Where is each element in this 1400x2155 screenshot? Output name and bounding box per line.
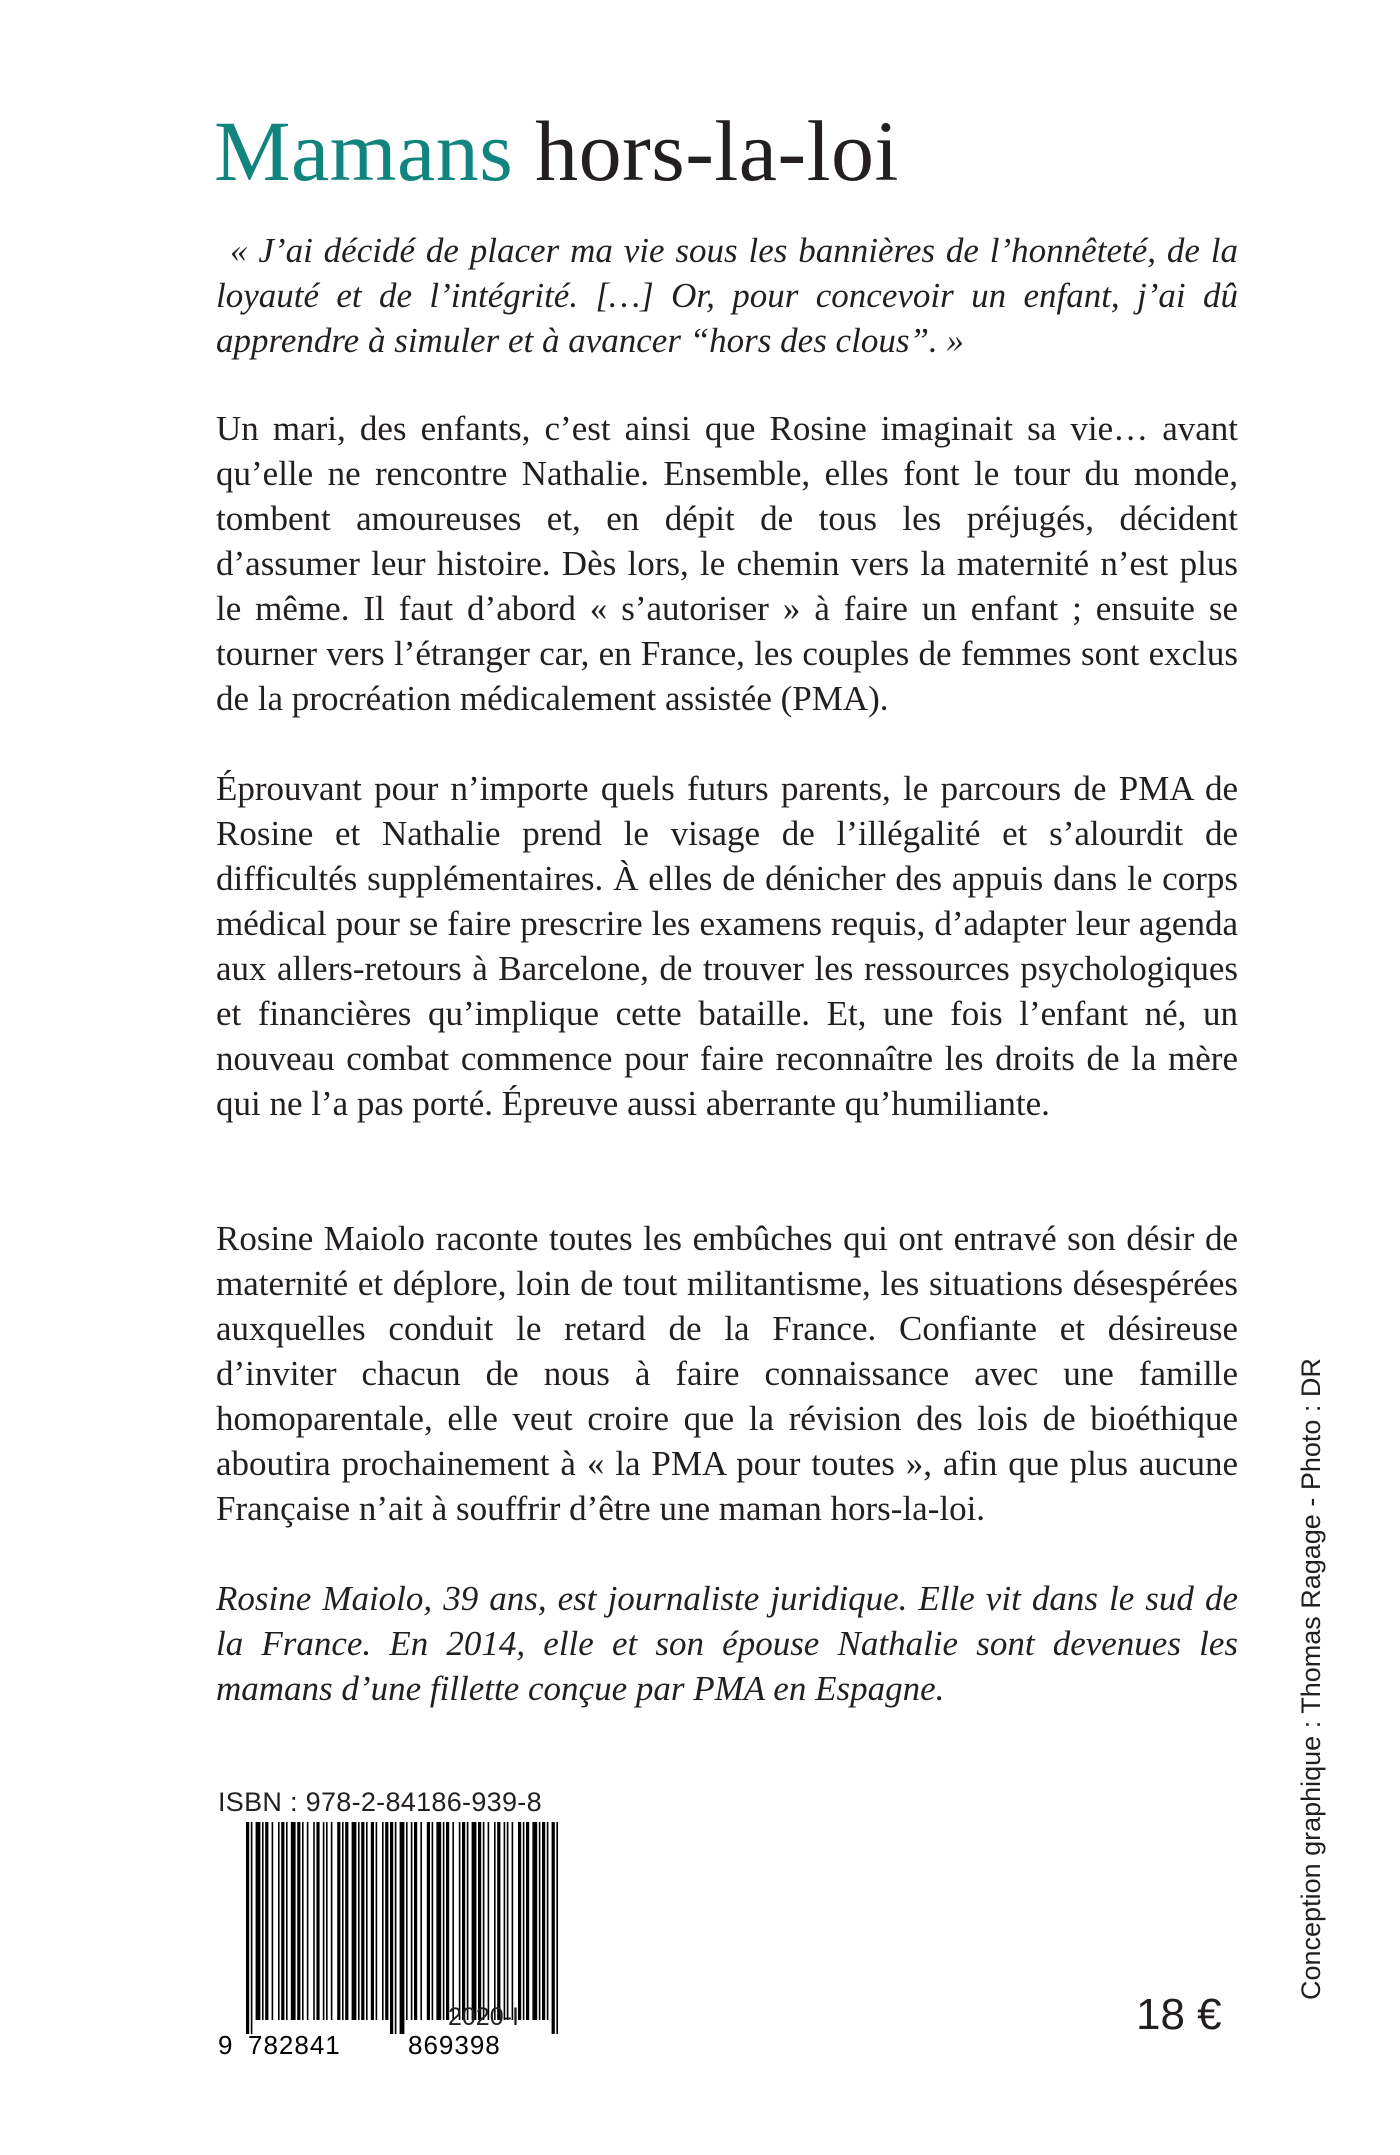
- barcode-bar: [297, 1822, 300, 2020]
- barcode-bar: [436, 1822, 441, 2020]
- barcode-bar: [265, 1822, 268, 2020]
- barcode-bar: [512, 1822, 514, 2020]
- barcode-bar: [488, 1822, 490, 2020]
- barcode-bar: [366, 1822, 368, 2020]
- barcode-bar: [286, 1822, 288, 2020]
- barcode-digits-left: 782841: [248, 2030, 341, 2060]
- barcode-digits-right: 869398: [408, 2030, 501, 2060]
- barcode-bar: [323, 1822, 325, 2020]
- barcode-bar: [518, 1822, 521, 2020]
- barcode-bar: [547, 1822, 549, 2020]
- barcode-bar: [262, 1822, 264, 2020]
- barcode-bar: [361, 1822, 364, 2020]
- barcode-bar: [307, 1822, 309, 2020]
- barcode-bar: [539, 1822, 541, 2020]
- barcode-bar: [526, 1822, 529, 2020]
- barcode-bar: [246, 1822, 249, 2034]
- design-photo-credit: Conception graphique : Thomas Ragage - Photo : DR: [1296, 1358, 1326, 2000]
- blurb-paragraph-1: Un mari, des enfants, c’est ainsi que Rosine imaginait sa vie… avant qu’elle ne rencontre Nathalie. Ensemble, elles font le tour du monde, tombent amoureuses et, en dépit de tous les préjugés, décident d’assumer leur histoire. Dès lors, le chemin vers la maternité n’est plus le même. Il faut d’abord « s’autoriser » à faire un enfant ; ensuite se tourner vers l’étranger car, en France, les couples de femmes sont exclus de la procréation médicalement assistée (PMA).: [216, 409, 1238, 718]
- barcode-bar: [472, 1822, 477, 2020]
- barcode-bar: [352, 1822, 357, 2020]
- barcode-bar: [281, 1822, 284, 2020]
- barcode-bar: [358, 1822, 360, 2020]
- barcode-bar: [382, 1822, 384, 2020]
- barcode-bar: [552, 1822, 555, 2034]
- edition-code: 2020-I: [448, 2003, 519, 2031]
- barcode-bar: [278, 1822, 280, 2020]
- blurb-paragraph-3: Rosine Maiolo raconte toutes les embûches qui ont entravé son désir de maternité et déplore, loin de tout militantisme, les situations désespérées auxquelles conduit le retard de la France. Confiante et désireuse d’inviter chacun de nous à faire connaissance avec une famille homoparentale, elle veut croire que la révision des lois de bioéthique aboutira prochainement à « la PMA pour toutes », afin que plus aucune Française n’ait à souffrir d’être une maman hors-la-loi.: [216, 1219, 1238, 1528]
- barcode-bar: [497, 1822, 500, 2020]
- barcode-bar: [420, 1822, 422, 2020]
- book-title: [214, 100, 899, 203]
- barcode-bar: [523, 1822, 525, 2020]
- barcode-bar: [446, 1822, 449, 2020]
- barcode-bar: [478, 1822, 481, 2020]
- barcode-bar: [390, 1822, 393, 2034]
- isbn-label: ISBN : 978-2-84186-939-8: [218, 1787, 542, 1817]
- barcode-bar: [494, 1822, 496, 2020]
- barcode-digit-lead: 9: [218, 2030, 233, 2060]
- title-rest: hors-la-loi: [535, 103, 899, 199]
- barcode-bar: [406, 1822, 408, 2020]
- barcode-bar: [462, 1822, 465, 2020]
- barcode-bar: [556, 1822, 558, 2034]
- barcode-bar: [313, 1822, 315, 2020]
- barcode-bar: [345, 1822, 348, 2020]
- barcode-bar: [542, 1822, 545, 2020]
- barcode-bar: [427, 1822, 430, 2020]
- barcode-bar: [291, 1822, 296, 2020]
- barcode-bar: [414, 1822, 417, 2020]
- barcode-bar: [316, 1822, 319, 2020]
- barcode-bar: [331, 1822, 333, 2020]
- barcode-bar: [371, 1822, 374, 2020]
- barcode-bar: [272, 1822, 274, 2020]
- barcode-bar: [483, 1822, 485, 2020]
- barcode-bar: [467, 1822, 469, 2020]
- barcode-bar: [507, 1822, 509, 2020]
- barcode-bar: [432, 1822, 434, 2020]
- barcode-bar: [443, 1822, 445, 2020]
- blurb-paragraph-2: Éprouvant pour n’importe quels futurs parents, le parcours de PMA de Rosine et Nathalie prend le visage de l’illégalité et s’alourdit de difficultés supplémentaires. À elles de dénicher des appuis dans le corps médical pour se faire prescrire les examens requis, d’adapter leur agenda aux allers-retours à Barcelone, de trouver les ressources psychologiques et financières qu’implique cette bataille. Et, une fois l’enfant né, un nouveau combat commence pour faire reconnaître les droits de la mère qui ne l’a pas porté. Épreuve aussi aberrante qu’humiliante.: [216, 769, 1238, 1123]
- barcode-bar: [302, 1822, 304, 2020]
- barcode-bar: [411, 1822, 413, 2020]
- epigraph-quote: « J’ai décidé de placer ma vie sous les bannières de l’honnêteté, de la loyauté et de l’intégrité. […] Or, pour concevoir un enfant, j’ai dû apprendre à simuler et à avancer “hors des clous”. »: [216, 231, 1238, 360]
- barcode-bar: [251, 1822, 253, 2034]
- barcode-bar: [342, 1822, 344, 2020]
- barcode-bar: [256, 1822, 261, 2020]
- barcode-bar: [395, 1822, 397, 2034]
- barcode-bar: [326, 1822, 328, 2020]
- barcode-bar: [504, 1822, 506, 2020]
- price: 18 €: [1136, 1990, 1222, 2039]
- barcode-bar: [385, 1822, 388, 2020]
- barcode-bar: [452, 1822, 454, 2020]
- barcode-bar: [400, 1822, 405, 2034]
- title-accent-word: Mamans: [214, 103, 514, 199]
- barcode-bar: [459, 1822, 461, 2020]
- author-bio: Rosine Maiolo, 39 ans, est journaliste juridique. Elle vit dans le sud de la France. En 2014, elle et son épouse Nathalie sont devenues les mamans d’une fillette conçue par PMA en Espagne.: [216, 1579, 1238, 1708]
- barcode-bar: [376, 1822, 378, 2020]
- barcode-bar: [337, 1822, 340, 2020]
- barcode-bar: [532, 1822, 537, 2020]
